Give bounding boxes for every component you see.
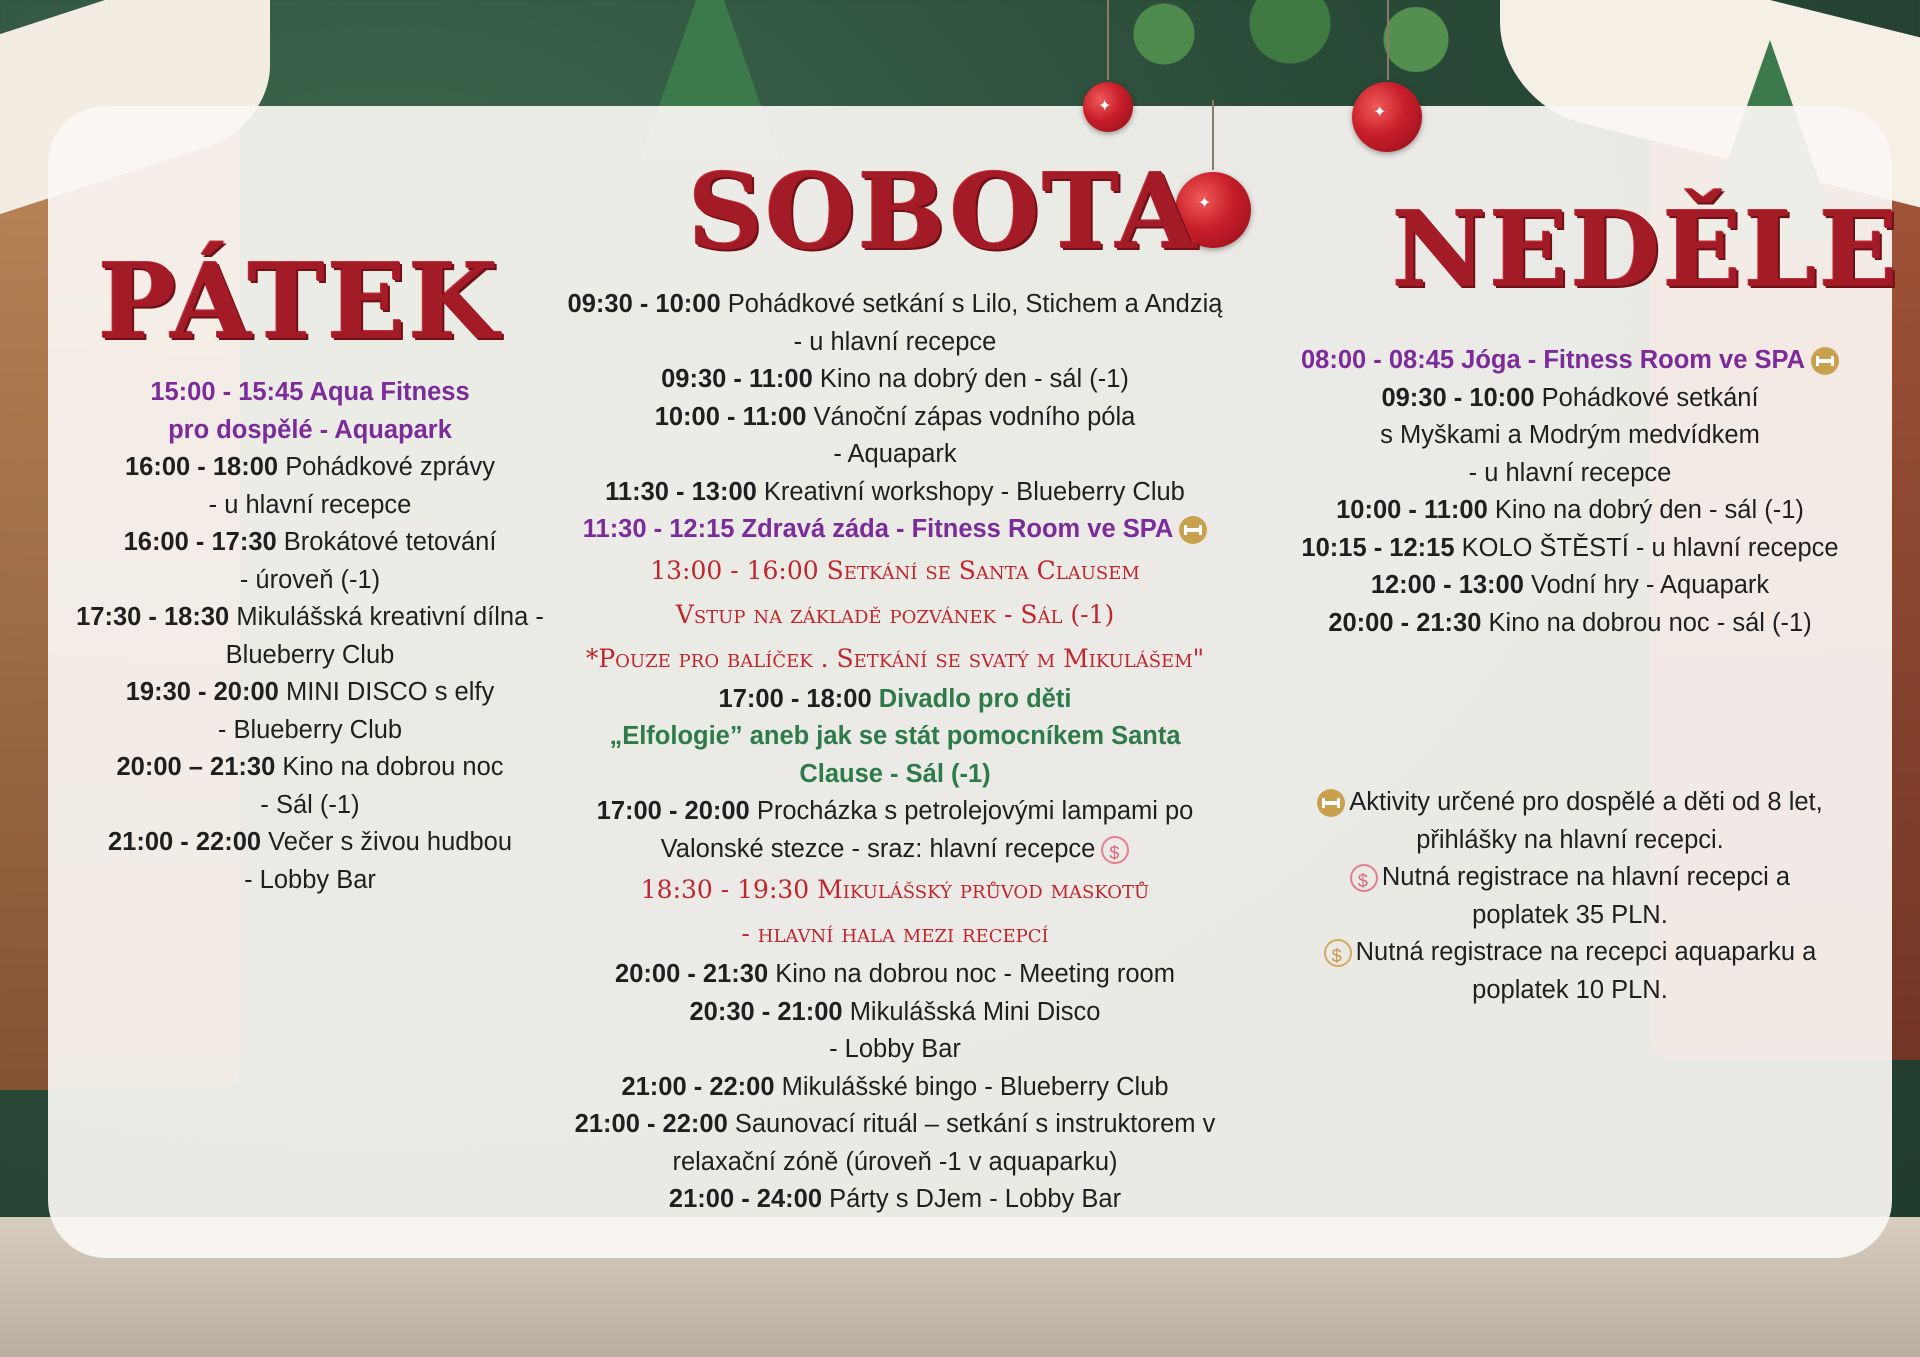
legend-line: Aktivity určené pro dospělé a děti od 8 let, [1260, 784, 1880, 822]
saturday-schedule [520, 286, 1270, 1219]
schedule-line: - hlavní hala mezi recepcí [741, 919, 1049, 948]
schedule-line: - u hlavní recepce [793, 327, 997, 356]
friday-schedule [50, 374, 570, 899]
dumbbell-icon [1811, 347, 1839, 375]
ornament-string [1387, 0, 1389, 80]
schedule-line: 13:00 - 16:00 Setkání se Santa Clausem [650, 555, 1140, 585]
schedule-line: 21:00 - 24:00 Párty s DJem - Lobby Bar [668, 1185, 1122, 1213]
schedule-line: 08:00 - 08:45 Jóga - Fitness Room ve SPA [1270, 342, 1870, 380]
schedule-line: - Blueberry Club [217, 715, 403, 744]
schedule-line: 11:30 - 13:00 Kreativní workshopy - Blueberry Club [605, 477, 1185, 506]
schedule-line: 17:30 - 18:30 Mikulášská kreativní dílna - [76, 603, 544, 631]
schedule-line: 18:30 - 19:30 Mikulášský průvod maskotů [640, 875, 1150, 904]
schedule-line: 10:15 - 12:15 KOLO ŠTĚSTÍ - u hlavní recepce [1301, 533, 1839, 562]
schedule-line: - u hlavní recepce [1468, 458, 1672, 487]
heading-friday: PÁTEK [98, 240, 501, 363]
legend-line: přihlášky na hlavní recepci. [1416, 825, 1724, 854]
schedule-line: 17:00 - 18:00 Divadlo pro děti [718, 684, 1072, 713]
dumbbell-icon [1179, 516, 1207, 544]
schedule-line: *Pouze pro balíček . Setkání se svatý m Mikulášem" [585, 643, 1205, 673]
schedule-line: 20:00 - 21:30 Kino na dobrou noc - sál (-1) [1328, 608, 1812, 637]
schedule-line: 16:00 - 18:00 Pohádkové zprávy [125, 453, 495, 481]
schedule-line: relaxační zóně (úroveň -1 v aquaparku) [672, 1147, 1118, 1176]
schedule-line: 09:30 - 10:00 Pohádkové setkání s Lilo, Stichem a Andzią [567, 290, 1223, 318]
schedule-line: 17:00 - 20:00 Procházka s petrolejovými lampami po [596, 797, 1194, 825]
coin-hand-icon [1324, 939, 1352, 967]
schedule-line: 10:00 - 11:00 Kino na dobrý den - sál (-1) [1336, 496, 1804, 524]
schedule-line: - úroveň (-1) [239, 565, 381, 594]
garland-decoration [1080, 0, 1500, 100]
heading-sunday: NEDĚLE [1392, 188, 1901, 311]
schedule-line: - u hlavní recepce [208, 490, 412, 519]
schedule-line: 09:30 - 10:00 Pohádkové setkání [1381, 383, 1759, 412]
schedule-line: 21:00 - 22:00 Saunovací rituál – setkání s instruktorem v [574, 1110, 1216, 1138]
ornament-bauble-icon [1083, 82, 1133, 132]
schedule-line: Clause - Sál (-1) [799, 759, 991, 788]
ornament-string [1212, 100, 1214, 170]
schedule-line: 21:00 - 22:00 Mikulášské bingo - Blueberry Club [621, 1072, 1169, 1101]
legend-line: poplatek 10 PLN. [1472, 975, 1668, 1004]
schedule-line: - Aquapark [833, 440, 957, 468]
schedule-line: Blueberry Club [225, 640, 395, 669]
ornament-string [1107, 0, 1109, 80]
sunday-schedule [1270, 342, 1870, 642]
schedule-line: 20:30 - 21:00 Mikulášská Mini Disco [689, 997, 1101, 1026]
legend-line: $Nutná registrace na hlavní recepci a [1260, 859, 1880, 897]
money-hand-icon [1101, 836, 1129, 864]
schedule-line: 12:00 - 13:00 Vodní hry - Aquapark [1370, 571, 1770, 599]
schedule-line: Valonské stezce - sraz: hlavní recepce$ [520, 831, 1270, 869]
money-hand-icon [1350, 864, 1378, 892]
schedule-line: Vstup na základě pozvánek - Sál (-1) [675, 599, 1115, 629]
schedule-line: 11:30 - 12:15 Zdravá záda - Fitness Room ve SPA [520, 511, 1270, 549]
heading-saturday: SOBOTA [688, 150, 1199, 273]
legend-line: poplatek 35 PLN. [1472, 900, 1668, 929]
schedule-line: s Myškami a Modrým medvídkem [1380, 421, 1760, 449]
schedule-line: - Lobby Bar [829, 1035, 961, 1063]
legend-line: $Nutná registrace na recepci aquaparku a [1260, 934, 1880, 972]
schedule-line: 20:00 – 21:30 Kino na dobrou noc [116, 753, 504, 781]
schedule-line: - Lobby Bar [244, 865, 376, 894]
ornament-bauble-icon [1352, 82, 1422, 152]
schedule-line: „Elfologie” aneb jak se stát pomocníkem Santa [609, 722, 1181, 750]
schedule-line: 15:00 - 15:45 Aqua Fitness [150, 378, 470, 406]
schedule-line: 09:30 - 11:00 Kino na dobrý den - sál (-1) [661, 365, 1129, 393]
schedule-line: 16:00 - 17:30 Brokátové tetování [123, 528, 497, 556]
schedule-line: 19:30 - 20:00 MINI DISCO s elfy [125, 678, 495, 706]
schedule-line: - Sál (-1) [260, 790, 360, 819]
dumbbell-icon [1317, 789, 1345, 817]
schedule-line: pro dospělé - Aquapark [168, 415, 452, 444]
schedule-line: 21:00 - 22:00 Večer s živou hudbou [107, 828, 513, 856]
schedule-line: 10:00 - 11:00 Vánoční zápas vodního póla [654, 402, 1136, 431]
schedule-line: 20:00 - 21:30 Kino na dobrou noc - Meeting room [615, 960, 1175, 988]
legend [1260, 784, 1880, 1009]
